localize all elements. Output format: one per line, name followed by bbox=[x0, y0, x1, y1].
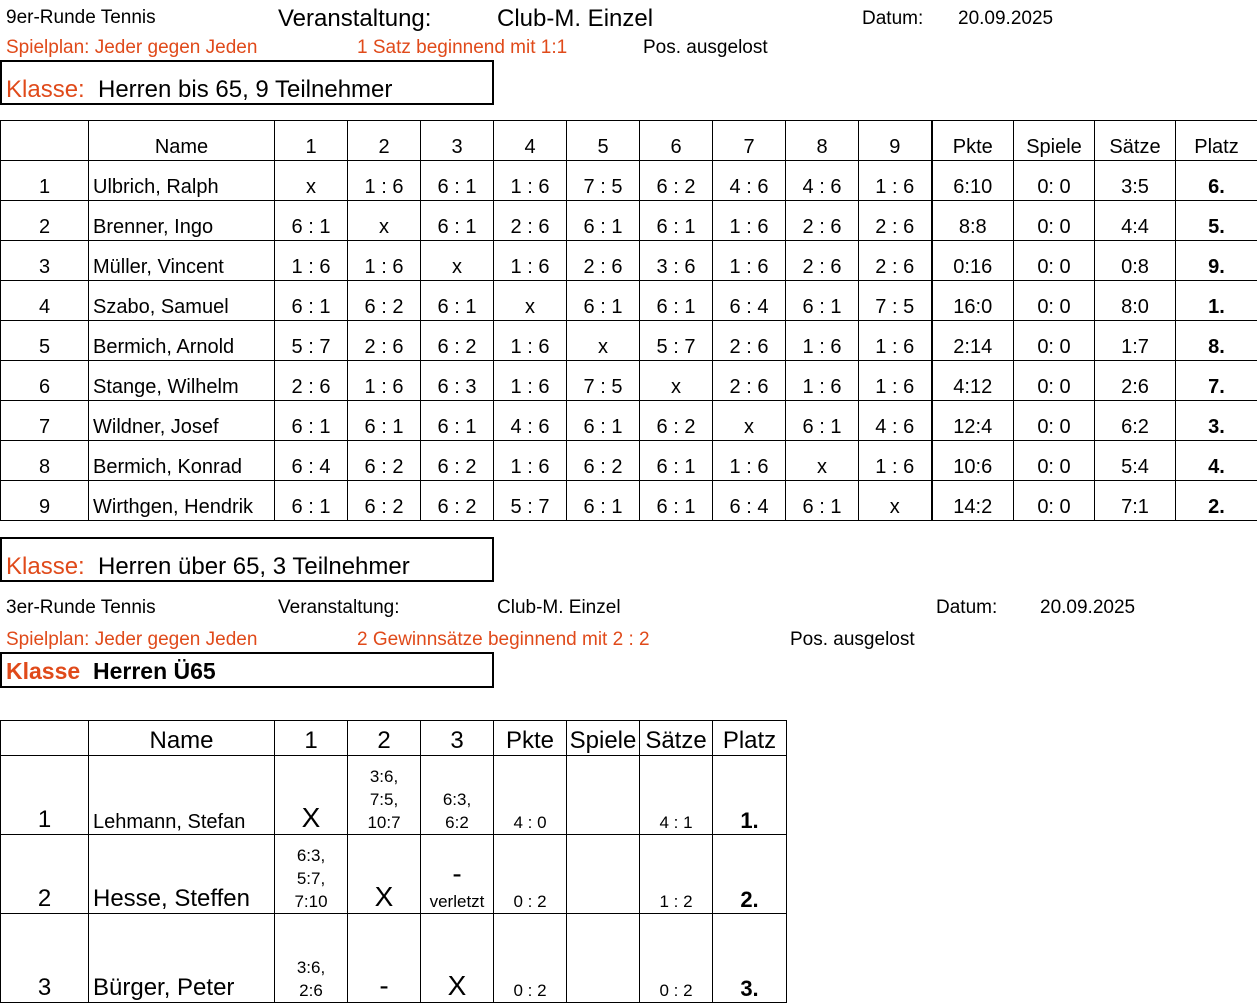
games-cell bbox=[567, 835, 640, 914]
score-cell: 2 : 6 bbox=[786, 201, 859, 241]
score-cell: 6 : 1 bbox=[275, 401, 348, 441]
points-cell: 2:14 bbox=[932, 321, 1014, 361]
score-cell: 5 : 7 bbox=[640, 321, 713, 361]
row-number: 2 bbox=[1, 201, 89, 241]
sets-cell: 6:2 bbox=[1095, 401, 1176, 441]
points-cell: 8:8 bbox=[932, 201, 1014, 241]
games-cell: 0: 0 bbox=[1014, 161, 1095, 201]
table-row bbox=[1, 281, 1257, 321]
klasse-box-2 bbox=[0, 537, 494, 582]
score-cell: 6 : 4 bbox=[275, 441, 348, 481]
score-cell: 3 : 6 bbox=[640, 241, 713, 281]
sets-cell: 5:4 bbox=[1095, 441, 1176, 481]
points-cell: 0:16 bbox=[932, 241, 1014, 281]
games-cell: 0: 0 bbox=[1014, 401, 1095, 441]
klasse-label-3: Klasse bbox=[6, 658, 80, 685]
player-name: Stange, Wilhelm bbox=[89, 361, 275, 401]
klasse-label: Klasse: bbox=[6, 76, 85, 104]
score-cell: 7 : 5 bbox=[567, 361, 640, 401]
mode-text-2: 2 Gewinnsätze beginnend mit 2 : 2 bbox=[357, 629, 650, 651]
games-cell: 0: 0 bbox=[1014, 361, 1095, 401]
score-cell: 1 : 6 bbox=[859, 321, 932, 361]
score-cell: x bbox=[421, 241, 494, 281]
score-line: X bbox=[348, 881, 420, 913]
score-cell: x bbox=[713, 401, 786, 441]
score-line: X bbox=[275, 802, 347, 834]
row-number: 1 bbox=[1, 161, 89, 201]
rank-cell: 2. bbox=[713, 835, 787, 914]
score-cell: 6 : 1 bbox=[421, 161, 494, 201]
column-header: 1 bbox=[275, 721, 348, 756]
sets-cell: 4 : 1 bbox=[640, 756, 713, 835]
score-cell bbox=[421, 756, 494, 835]
score-cell: 6 : 1 bbox=[640, 441, 713, 481]
score-line: 6:3, bbox=[421, 788, 493, 811]
score-cell bbox=[421, 914, 494, 1003]
score-cell: x bbox=[275, 161, 348, 201]
games-cell: 0: 0 bbox=[1014, 481, 1095, 521]
score-cell: 1 : 6 bbox=[275, 241, 348, 281]
score-cell: 2 : 6 bbox=[494, 201, 567, 241]
score-cell bbox=[275, 835, 348, 914]
event-name: Club-M. Einzel bbox=[497, 5, 653, 33]
row-number: 4 bbox=[1, 281, 89, 321]
score-cell: x bbox=[786, 441, 859, 481]
table-row bbox=[1, 321, 1257, 361]
score-cell: 2 : 6 bbox=[713, 361, 786, 401]
score-cell bbox=[348, 914, 421, 1003]
score-line: 6:2 bbox=[421, 811, 493, 834]
points-cell: 14:2 bbox=[932, 481, 1014, 521]
score-cell bbox=[275, 756, 348, 835]
points-cell: 0 : 2 bbox=[494, 914, 567, 1003]
score-cell bbox=[421, 835, 494, 914]
table-row bbox=[1, 914, 787, 1003]
score-cell: 2 : 6 bbox=[713, 321, 786, 361]
score-cell: 6 : 2 bbox=[640, 401, 713, 441]
column-header: Spiele bbox=[567, 721, 640, 756]
plan-text: Spielplan: Jeder gegen Jeden bbox=[6, 37, 257, 59]
klasse-name-2: Herren über 65, 3 Teilnehmer bbox=[98, 553, 410, 581]
score-cell: 6 : 1 bbox=[421, 401, 494, 441]
column-header: 7 bbox=[713, 121, 786, 161]
score-cell: 6 : 1 bbox=[275, 481, 348, 521]
score-cell: 5 : 7 bbox=[494, 481, 567, 521]
table-row bbox=[1, 756, 787, 835]
round-title-2: 3er-Runde Tennis bbox=[6, 597, 156, 619]
table-row bbox=[1, 361, 1257, 401]
score-cell: x bbox=[640, 361, 713, 401]
score-line: - bbox=[421, 858, 493, 890]
score-cell: 4 : 6 bbox=[713, 161, 786, 201]
points-cell: 4:12 bbox=[932, 361, 1014, 401]
column-header: Name bbox=[89, 121, 275, 161]
score-cell: 1 : 6 bbox=[786, 361, 859, 401]
score-cell: 6 : 1 bbox=[567, 281, 640, 321]
player-name: Hesse, Steffen bbox=[89, 835, 275, 914]
score-cell: 5 : 7 bbox=[275, 321, 348, 361]
column-header: 6 bbox=[640, 121, 713, 161]
table-row bbox=[1, 401, 1257, 441]
mode-text: 1 Satz beginnend mit 1:1 bbox=[357, 37, 567, 59]
column-header bbox=[1, 721, 89, 756]
points-cell: 12:4 bbox=[932, 401, 1014, 441]
score-cell bbox=[348, 756, 421, 835]
column-header: 1 bbox=[275, 121, 348, 161]
klasse-name: Herren bis 65, 9 Teilnehmer bbox=[98, 76, 392, 104]
table-row bbox=[1, 835, 787, 914]
column-header: Spiele bbox=[1014, 121, 1095, 161]
sets-cell: 1:7 bbox=[1095, 321, 1176, 361]
results-table-3 bbox=[0, 720, 787, 1003]
round-title: 9er-Runde Tennis bbox=[6, 7, 156, 29]
date-label-2: Datum: bbox=[936, 597, 997, 619]
score-cell: 2 : 6 bbox=[348, 321, 421, 361]
score-cell: 6 : 3 bbox=[421, 361, 494, 401]
player-name: Müller, Vincent bbox=[89, 241, 275, 281]
games-cell: 0: 0 bbox=[1014, 441, 1095, 481]
rank-cell: 3. bbox=[713, 914, 787, 1003]
score-line: - bbox=[348, 970, 420, 1002]
score-cell: 6 : 2 bbox=[348, 441, 421, 481]
position-text-2: Pos. ausgelost bbox=[790, 629, 915, 651]
table-row bbox=[1, 201, 1257, 241]
score-cell: 2 : 6 bbox=[275, 361, 348, 401]
score-cell: 4 : 6 bbox=[786, 161, 859, 201]
sets-cell: 7:1 bbox=[1095, 481, 1176, 521]
row-number: 6 bbox=[1, 361, 89, 401]
row-number: 3 bbox=[1, 914, 89, 1003]
score-cell: x bbox=[567, 321, 640, 361]
row-number: 8 bbox=[1, 441, 89, 481]
score-cell: 1 : 6 bbox=[713, 201, 786, 241]
score-cell: 4 : 6 bbox=[494, 401, 567, 441]
player-name: Bermich, Konrad bbox=[89, 441, 275, 481]
klasse-label-2: Klasse: bbox=[6, 553, 85, 581]
score-line: verletzt bbox=[421, 890, 493, 913]
points-cell: 4 : 0 bbox=[494, 756, 567, 835]
table-row bbox=[1, 441, 1257, 481]
games-cell bbox=[567, 914, 640, 1003]
column-header: Pkte bbox=[494, 721, 567, 756]
score-cell: 1 : 6 bbox=[859, 441, 932, 481]
row-number: 7 bbox=[1, 401, 89, 441]
score-line: 7:10 bbox=[275, 890, 347, 913]
score-line: 5:7, bbox=[275, 867, 347, 890]
row-number: 2 bbox=[1, 835, 89, 914]
score-cell: 1 : 6 bbox=[786, 321, 859, 361]
points-cell: 6:10 bbox=[932, 161, 1014, 201]
player-name: Wildner, Josef bbox=[89, 401, 275, 441]
score-cell: 6 : 4 bbox=[713, 281, 786, 321]
score-cell: 1 : 6 bbox=[494, 241, 567, 281]
sets-cell: 1 : 2 bbox=[640, 835, 713, 914]
column-header: Sätze bbox=[640, 721, 713, 756]
score-cell: 6 : 4 bbox=[713, 481, 786, 521]
row-number: 5 bbox=[1, 321, 89, 361]
score-line: 3:6, bbox=[275, 956, 347, 979]
score-line: 10:7 bbox=[348, 811, 420, 834]
score-cell: 6 : 1 bbox=[421, 281, 494, 321]
rank-cell: 5. bbox=[1176, 201, 1257, 241]
column-header: Platz bbox=[713, 721, 787, 756]
date-value-2: 20.09.2025 bbox=[1040, 597, 1135, 619]
score-cell: 7 : 5 bbox=[859, 281, 932, 321]
score-cell: 6 : 1 bbox=[640, 201, 713, 241]
score-cell bbox=[348, 835, 421, 914]
table-row bbox=[1, 161, 1257, 201]
score-cell: 1 : 6 bbox=[494, 321, 567, 361]
score-cell: 6 : 2 bbox=[348, 281, 421, 321]
score-line: 2:6 bbox=[275, 979, 347, 1002]
score-cell bbox=[275, 914, 348, 1003]
sets-cell: 8:0 bbox=[1095, 281, 1176, 321]
score-cell: 1 : 6 bbox=[348, 161, 421, 201]
plan-text-2: Spielplan: Jeder gegen Jeden bbox=[6, 629, 257, 651]
score-line: 3:6, bbox=[348, 765, 420, 788]
score-cell: 2 : 6 bbox=[786, 241, 859, 281]
table-header-row-2 bbox=[1, 721, 787, 756]
rank-cell: 3. bbox=[1176, 401, 1257, 441]
column-header: 8 bbox=[786, 121, 859, 161]
score-line: X bbox=[421, 970, 493, 1002]
score-cell: 2 : 6 bbox=[567, 241, 640, 281]
sets-cell: 2:6 bbox=[1095, 361, 1176, 401]
score-cell: 1 : 6 bbox=[713, 441, 786, 481]
score-cell: 7 : 5 bbox=[567, 161, 640, 201]
player-name: Brenner, Ingo bbox=[89, 201, 275, 241]
column-header bbox=[1, 121, 89, 161]
score-cell: 6 : 2 bbox=[348, 481, 421, 521]
score-cell: 6 : 1 bbox=[640, 481, 713, 521]
score-cell: 1 : 6 bbox=[348, 361, 421, 401]
sets-cell: 4:4 bbox=[1095, 201, 1176, 241]
sets-cell: 3:5 bbox=[1095, 161, 1176, 201]
score-cell: 1 : 6 bbox=[494, 441, 567, 481]
event-label-2: Veranstaltung: bbox=[278, 597, 399, 619]
score-cell: 2 : 6 bbox=[859, 241, 932, 281]
column-header: 4 bbox=[494, 121, 567, 161]
score-cell: 6 : 1 bbox=[348, 401, 421, 441]
points-cell: 10:6 bbox=[932, 441, 1014, 481]
row-number: 1 bbox=[1, 756, 89, 835]
points-cell: 16:0 bbox=[932, 281, 1014, 321]
rank-cell: 2. bbox=[1176, 481, 1257, 521]
score-cell: 1 : 6 bbox=[348, 241, 421, 281]
klasse-box bbox=[0, 60, 494, 105]
score-cell: 6 : 2 bbox=[421, 481, 494, 521]
date-value: 20.09.2025 bbox=[958, 8, 1053, 30]
score-cell: x bbox=[859, 481, 932, 521]
position-text: Pos. ausgelost bbox=[643, 37, 768, 59]
score-cell: 6 : 2 bbox=[640, 161, 713, 201]
score-cell: 6 : 1 bbox=[786, 281, 859, 321]
score-cell: 6 : 2 bbox=[421, 441, 494, 481]
games-cell: 0: 0 bbox=[1014, 201, 1095, 241]
column-header: Platz bbox=[1176, 121, 1257, 161]
score-cell: 6 : 1 bbox=[640, 281, 713, 321]
column-header: 3 bbox=[421, 721, 494, 756]
row-number: 9 bbox=[1, 481, 89, 521]
table-header-row bbox=[1, 121, 1257, 161]
player-name: Bermich, Arnold bbox=[89, 321, 275, 361]
score-cell: x bbox=[494, 281, 567, 321]
column-header: 3 bbox=[421, 121, 494, 161]
player-name: Lehmann, Stefan bbox=[89, 756, 275, 835]
klasse-name-3: Herren Ü65 bbox=[93, 658, 216, 685]
score-cell: 6 : 1 bbox=[786, 481, 859, 521]
score-cell: 6 : 2 bbox=[421, 321, 494, 361]
rank-cell: 8. bbox=[1176, 321, 1257, 361]
score-line: 6:3, bbox=[275, 844, 347, 867]
sets-cell: 0:8 bbox=[1095, 241, 1176, 281]
score-cell: 6 : 1 bbox=[421, 201, 494, 241]
score-cell: 4 : 6 bbox=[859, 401, 932, 441]
games-cell: 0: 0 bbox=[1014, 281, 1095, 321]
column-header: 9 bbox=[859, 121, 932, 161]
score-cell: 6 : 1 bbox=[786, 401, 859, 441]
score-cell: 6 : 1 bbox=[567, 401, 640, 441]
score-cell: 1 : 6 bbox=[494, 161, 567, 201]
player-name: Szabo, Samuel bbox=[89, 281, 275, 321]
column-header: Pkte bbox=[932, 121, 1014, 161]
column-header: 2 bbox=[348, 721, 421, 756]
event-label: Veranstaltung: bbox=[278, 5, 431, 33]
score-cell: 1 : 6 bbox=[859, 361, 932, 401]
table-row bbox=[1, 241, 1257, 281]
sets-cell: 0 : 2 bbox=[640, 914, 713, 1003]
score-cell: x bbox=[348, 201, 421, 241]
klasse-box-3 bbox=[0, 652, 494, 688]
rank-cell: 6. bbox=[1176, 161, 1257, 201]
column-header: Name bbox=[89, 721, 275, 756]
rank-cell: 9. bbox=[1176, 241, 1257, 281]
score-cell: 6 : 1 bbox=[567, 481, 640, 521]
date-label: Datum: bbox=[862, 8, 923, 30]
rank-cell: 1. bbox=[1176, 281, 1257, 321]
games-cell: 0: 0 bbox=[1014, 241, 1095, 281]
rank-cell: 1. bbox=[713, 756, 787, 835]
score-cell: 6 : 2 bbox=[567, 441, 640, 481]
score-cell: 6 : 1 bbox=[275, 281, 348, 321]
column-header: 2 bbox=[348, 121, 421, 161]
score-cell: 6 : 1 bbox=[275, 201, 348, 241]
column-header: 5 bbox=[567, 121, 640, 161]
score-cell: 1 : 6 bbox=[713, 241, 786, 281]
points-cell: 0 : 2 bbox=[494, 835, 567, 914]
table-row bbox=[1, 481, 1257, 521]
games-cell: 0: 0 bbox=[1014, 321, 1095, 361]
score-line: 7:5, bbox=[348, 788, 420, 811]
player-name: Wirthgen, Hendrik bbox=[89, 481, 275, 521]
column-header: Sätze bbox=[1095, 121, 1176, 161]
score-cell: 1 : 6 bbox=[859, 161, 932, 201]
score-cell: 6 : 1 bbox=[567, 201, 640, 241]
player-name: Ulbrich, Ralph bbox=[89, 161, 275, 201]
player-name: Bürger, Peter bbox=[89, 914, 275, 1003]
rank-cell: 7. bbox=[1176, 361, 1257, 401]
event-name-2: Club-M. Einzel bbox=[497, 597, 621, 619]
results-table-9 bbox=[0, 120, 1257, 552]
score-cell: 1 : 6 bbox=[494, 361, 567, 401]
row-number: 3 bbox=[1, 241, 89, 281]
games-cell bbox=[567, 756, 640, 835]
score-cell: 2 : 6 bbox=[859, 201, 932, 241]
rank-cell: 4. bbox=[1176, 441, 1257, 481]
